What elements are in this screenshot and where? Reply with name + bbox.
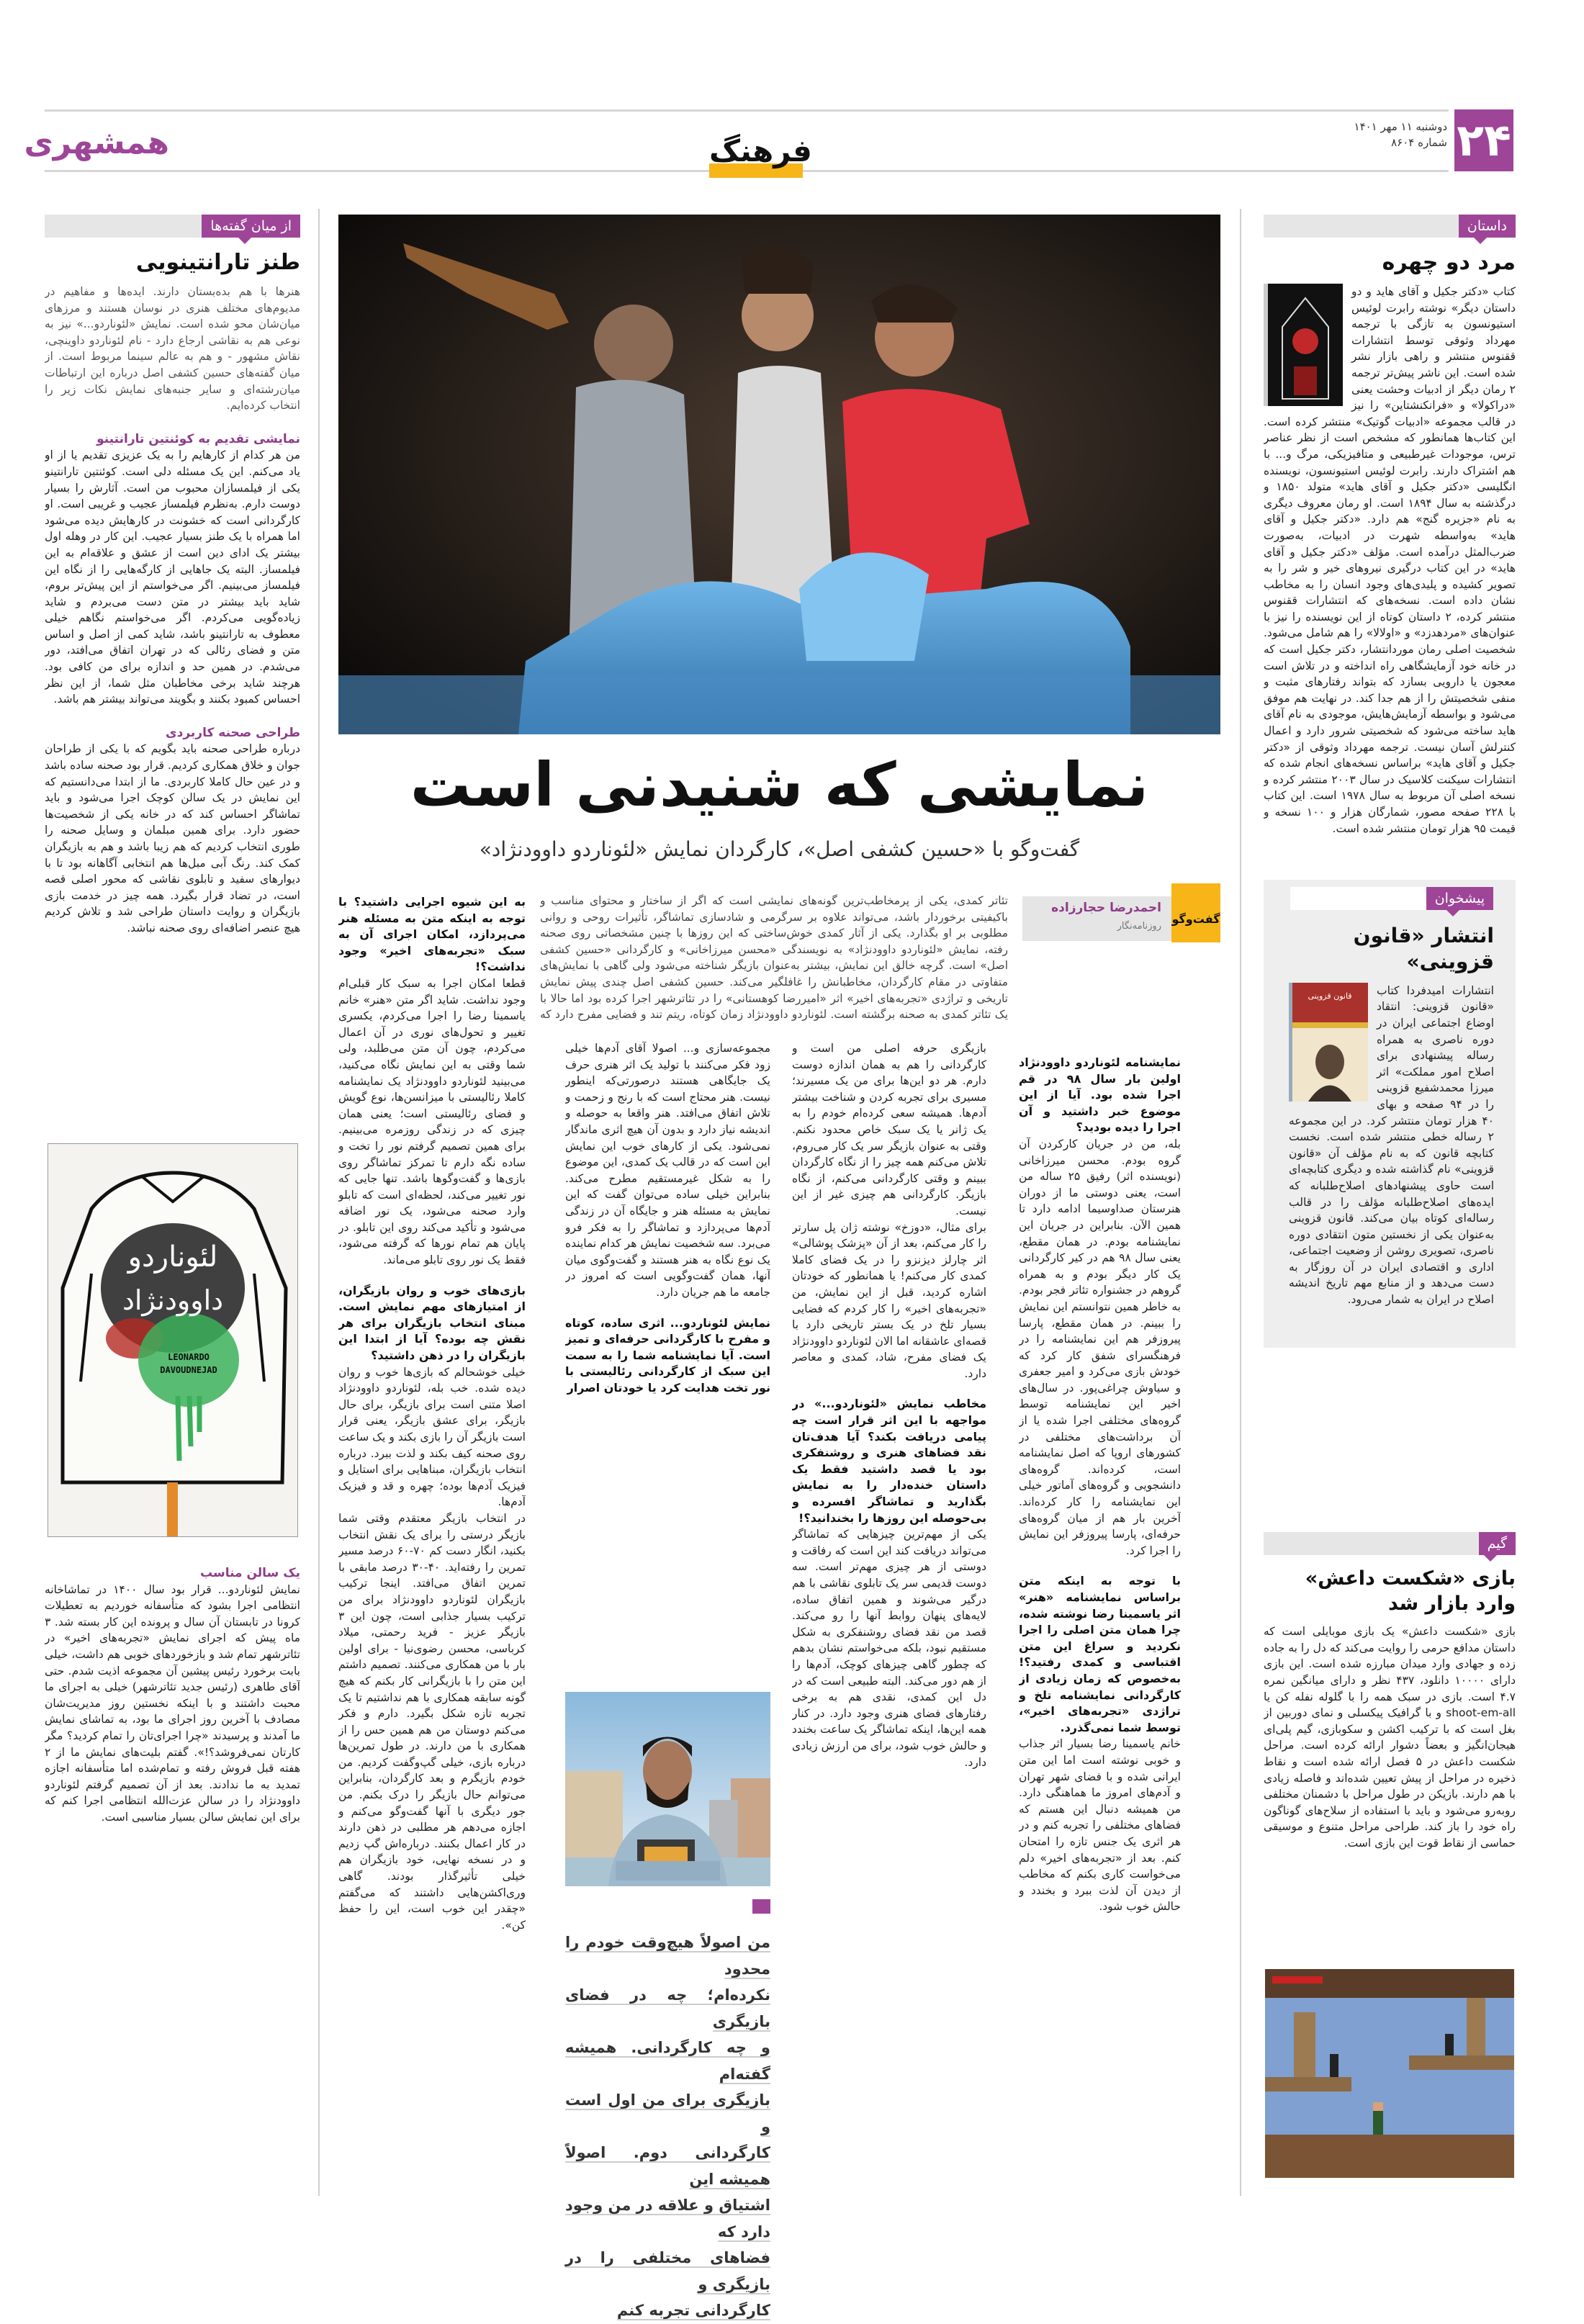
left-subheading: یک سالن مناسب: [200, 1566, 300, 1580]
interview-question: نمایش لئوناردو... اثری ساده، کوتاه و مفرح با کارگردانی حرفه‌ای و تمیز است. آیا نمایشنامه شما را به سمت این سبک از کارگردانی رئالیستی با نور تخت هدایت کرد یا خودتان اصرار: [565, 1315, 770, 1395]
author-role: روزنامه‌نگار: [1117, 921, 1161, 932]
article-column-4: [338, 880, 526, 2194]
newsstand-tag-band: [1290, 887, 1493, 910]
quote-line: [565, 2192, 770, 2245]
left-subheading: طراحی صحنه کاربردی: [166, 725, 300, 740]
svg-text:داوودنژاد: داوودنژاد: [122, 1284, 224, 1316]
quote-line-text: من اصولاً هیچ‌وقت خودم را محدود: [565, 1934, 770, 1978]
header-top-rule: [45, 109, 1449, 112]
left-sidebar-upper: [45, 248, 300, 1138]
column-divider-right: [1240, 209, 1241, 2196]
article-intro: [540, 893, 1008, 1022]
section-label: [709, 133, 812, 169]
interview-answer: مجموعه‌سازی و... اصولا آقای آدم‌ها خیلی زود فکر می‌کنند با تولید یک اثر هنری حرف یک جایگاهی هستند درصورتی‌که اینطور نیست. هنر محتاج است که با رنج و زحمت و تلاش اتفاق می‌افتد. هنر واقعا به حوصله و اندیشه نیاز دارد و بدون آن هیچ اثری ماندگار نمی‌شود. یکی از کارهای خوب این نمایش این است که در قالب یک کمدی، این موضوع را به شکل غیرمستقیم مطرح می‌کند. بنابراین خیلی ساده می‌توان گفت که این نمایش به مسئله هنر و جایگاه آن در زندگی آدم‌ها می‌پردازد و تماشاگر را به فکر فرو می‌برد. سه شخصیت نمایش هر کدام نماینده یک نوع نگاه به هنر هستند و گفت‌وگوی میان آنها، همان گفت‌وگویی است که امروز در جامعه ما هم جریان دارد.: [565, 1042, 770, 1299]
quote-line-text: اشتیاق و علاقه در من وجود دارد که: [565, 2197, 770, 2240]
newsstand-block: [1289, 923, 1494, 1341]
quote-line: [565, 2245, 770, 2297]
quote-marker: [752, 1899, 770, 1914]
interview-question: با توجه به اینکه متن براساس نمایشنامه «هنر» اثر یاسمینا رضا نوشته شده، چرا همان متن اصلی را اجرا نکردید و سراغ این متن اقتباسی و کمدی رفتید؟! به‌خصوص که زمان زیادی از کارگردانی نمایشنامه تلخ و تراژدی «تجربه‌های اخیر»، توسط شما نمی‌گذرد.: [1019, 1574, 1181, 1734]
story-paragraph: کتاب «دکتر جکیل و آقای هاید و دو داستان دیگر» نوشته رابرت لوئیس استیونسون به تازگی با ترجمه مهرداد وثوقی توسط انتشارات ققنوس منتشر و راهی بازار نشر شده است. این ناشر پیش‌تر ترجمه ۲ رمان دیگر از ادبیات وحشت یعنی «دراکولا» و «فرانکنشتاین» را نیز در قالب مجموعه «ادبیات گوتیک» منتشر کرده است. این کتاب‌ها همانطور که مشخص است از نظر عناصر ترس، موجودات غیرطبیعی و متافیزیکی، مرگ و... با هم اشتراک دارند. رابرت لوئیس استیونسون، نویسنده انگلیسی «دکتر جکیل و آقای هاید» متولد ۱۸۵۰ و درگذشته به سال ۱۸۹۴ است. او رمان معروف دیگری به نام «جزیره گنج» هم دارد. «دکتر جکیل و آقای هاید» به‌واسطه شهرت در ادبیات، به‌صورت ضرب‌المثل درآمده است. مؤلف «دکتر جکیل و آقای هاید» در این کتاب درگیری نیروهای خیر و شر را به تصویر کشیده و پلیدی‌های وجود انسان را به مخاطب نشان داده است. نسخه‌های که انتشارات ققنوس منتشر کرده، ۲ داستان کوتاه از این نویسنده را نیز با عنوان‌های «مردهدزد» و «اولالا» را هم شامل می‌شود. شخصیت اصلی رمان موردانتشار، دکتر جکیل است که در خانه خود آزمایشگاهی راه انداخته و در تلاش است معجون یا دارویی بسازد که بتواند رفتارهای مثبت و منفی شخصیتش را از هم جدا کند. در نهایت هم موفق می‌شود و بواسطه آزمایش‌هایش، موجودی به نام آقای هاید ساخته می‌شود که شخصیتی شرور دارد و اعمال کنترلش آسان نیست. ترجمه مهرداد وثوقی از «دکتر جکیل و آقای هاید» براساس نسخه‌های انجام شده که انتشارات سیکنت کلاسیک در سال ۲۰۰۳ منتشر کرده و نسخه اصلی آن مربوط به سال ۱۹۷۸ است. این کتاب با ۲۲۸ صفحه مصور، شمارگان هزار و ۱۰۰ نسخه و قیمت ۹۵ هزار تومان منتشر شده است.: [1264, 285, 1516, 835]
article-column-1: [1019, 1040, 1181, 2192]
quote-line-text: نکرده‌ام؛ چه در فضای بازیگری: [565, 1986, 770, 2030]
dateline: [1339, 119, 1447, 150]
interview-answer: بله، من در جریان کارکردن آن گروه بودم. محسن میرزاخانی (نویسنده اثر) رفیق ۲۵ ساله من است، یعنی دوستی ما از دوران هنرستان صداوسیما ادامه دارد تا همین الآن. بنابراین در جریان این نمایشنامه بودم. در همان مقطع، یعنی سال ۹۸ هم در کیر کارگردانی یک کار دیگر بودم و به همراه گروهم در جشنواره تئاتر فجر بودم. به خاطر همین نتوانستم این نمایش را ببینم. در همان مقطع، پارسا پیروزفر هم این نمایشنامه را در فرهنگسرای شفق کار کرد که خودش بازی می‌کرد و امیر جعفری و سیاوش چراغی‌پور. در سال‌های اخیر این نمایشنامه توسط گروه‌های مختلفی اجرا شده یا از آن برداشت‌های مختلفی در کشورهای اروپا که اصل نمایشنامه است، کرده‌اند. گروه‌های دانشجویی و گروه‌های آماتور خیلی این نمایشنامه را کار کرده‌اند. آخرین بار هم از میان گروه‌های حرفه‌ای، پارسا پیروزفر این نمایش را اجرا کرد.: [1019, 1137, 1181, 1557]
game-tag: گیم: [1479, 1532, 1516, 1555]
pull-quote: [565, 1929, 770, 2324]
newsstand-text: [1289, 983, 1494, 1308]
newsstand-tag: پیشخوان: [1426, 887, 1493, 910]
left-sidebar-text-2: [45, 1548, 300, 2196]
left-tag-band: [45, 215, 300, 238]
interview-answer: در انتخاب بازیگر معتقدم وقتی شما بازیگر درستی را برای یک نقش انتخاب بکنید، انگار دست کم ۷۰-۶۰ درصد مسیر تمرین را رفته‌اید. ۴۰-۳۰ درصد مابقی با تمرین اتفاق می‌افتد. اینجا ترکیب بازیگران لئوناردو داوودنژاد برای من ترکیب بسیار جذابی است، چون این ۳ بازیگر عزیز - فرید رحمتی، میلاد کرباسی، محسن رضوی‌نیا - برای اولین بار با من همکاری می‌کنند. تصمیم داشتم این متن را با بازیگرانی کار بکنم که هیچ گونه سابقه همکاری با هم نداشتیم تا یک تجربه تازه شکل بگیرد. دارم و فکر می‌کنم دوستان من هم همین حس را از همکاری با من دارند. در طول تمرین‌ها درباره بازی، خیلی گپ‌وگفت کردیم. من خودم بازیگرم و بعد کارگردان، بنابراین می‌توانم حال بازیگر را درک بکنم. من جور دیگری با آنها گفت‌وگو می‌کنم و اجازه می‌دهم هر مطلبی در ذهن دارند در کار اعمال بکنند. درباره‌اش گپ زدیم و در نسخه نهایی، خود بازیگران هم خیلی تأثیرگذار بودند. گاهی وری‌اکشن‌هایی داشتند که می‌گفتم «چقدر این خوب است، این را حفظ کن».: [338, 1511, 526, 1932]
article-column-3: [565, 1040, 770, 1677]
newsstand-title: انتشار «قانون قزوینی»: [1353, 924, 1494, 974]
section-title: فرهنگ: [709, 133, 812, 168]
story-title: مرد دو چهره: [1382, 250, 1516, 275]
interview-answer: بازیگری حرفه اصلی من است و کارگردانی را هم به همان اندازه دوست دارم. هر دو این‌ها برای من یک مسیرند؛ مسیری برای تجربه کردن و شناخت بیشتر آدم‌ها. همیشه سعی کرده‌ام خودم را به یک ژانر یا یک سبک خاص محدود نکنم. وقتی به عنوان بازیگر سر یک کار می‌روم، تلاش می‌کنم همه چیز را از نگاه کارگردان ببینم و وقتی کارگردانی می‌کنم، از نگاه بازیگر. کارگردانی هم چیزی غیر از این نیست.: [792, 1042, 986, 1217]
play-poster: [48, 1143, 298, 1537]
quote-line: [565, 1929, 770, 1982]
game-screenshot: [1265, 1969, 1514, 2178]
book-cover-qanun-qazvini: [1289, 983, 1368, 1102]
quote-line: [565, 2035, 770, 2087]
story-block: [1264, 248, 1516, 868]
interview-question: به این شیوه اجرایی داشتید؟ با توجه به اینکه متن به مسئله هنر می‌پردازد، امکان اجرای آن به سبک «تجربه‌های اخیر» وجود نداشت؟!: [338, 895, 526, 974]
story-tag: داستان: [1459, 215, 1516, 238]
page-number: ۲۴: [1454, 109, 1513, 171]
quote-line-text: کارگردانی دوم. اصولاً همیشه این: [565, 2144, 770, 2188]
subheadline: گفت‌وگو با «حسین کشفی اصل»، کارگردان نمایش «لئوناردو داوودنژاد»: [479, 837, 1080, 861]
intro-text: تئاتر کمدی، یکی از پرمخاطب‌ترین گونه‌های نمایشی است که اگر از ساختار و محتوای مناسب و باکیفیتی برخوردار باشد، می‌تواند علاوه بر سرگرمی و شادسازی تماشاگر، تأثیرات روحی و روانی مطلوبی بر او بگذارد. یکی از آثار کمدی خوش‌ساختی که این روزها با چنین مشخصاتی روی صحنه رفته، نمایش «لئوناردو داوودنژاد» به نویسندگی «محسن میرزاخانی» و کارگردانی «حسین کشفی اصل» است. گرچه خالق این نمایش، بیشتر به‌عنوان بازیگر شناخته می‌شود ولی گاهی با نمایش‌های متفاوتی در مقام کارگردان، مخاطبانش را غافلگیر می‌کند. حسین کشفی اصل چندی پیش نمایش تاریخی و تراژدی «تجربه‌های اخیر» اثر «امیررضا کوهستانی» را در تئاترشهر اجرا کرده بود اما حالا با یک تئاتر کمدی به صحنه برگشته است. لئوناردو داوودنژاد زمان کوتاه، ریتم تند و فضایی مفرح دارد که: [540, 894, 1008, 1022]
column-divider-left: [318, 209, 320, 2196]
svg-text:لئوناردو: لئوناردو: [127, 1240, 218, 1274]
left-subheading: نمایشی تقدیم به کوئنتین تارانتینو: [96, 431, 300, 446]
issue-number: شماره ۸۶۰۴: [1391, 136, 1447, 149]
quote-line-text: و چه کارگردانی. همیشه گفته‌ام: [565, 2039, 770, 2083]
date: دوشنبه ۱۱ مهر ۱۴۰۱: [1354, 120, 1447, 133]
game-text: [1264, 1623, 1516, 1851]
left-section-text: من هر کدام از کارهایم را به یک عزیزی تقدیم یا از او یاد می‌کنم. این یک مسئله دلی است. کوئنتین تارانتینو یکی از فیلمسازان محبوب من است. آثارش را بسیار دوست دارم. به‌نظرم فیلمساز عجیب و غریبی است. او کارگردانی است که خشونت در کارهایش دیده می‌شود اما همراه با یک طنز بسیار عجیب. این کار در وهله اول بیشتر یک ادای دین است از عشق و علاقه‌ام به این فیلمساز. البته یک جاهایی از کارگه‌هایی را از نگاه این فیلمساز می‌بینیم. اگر می‌خواستم از این پیش‌تر بروم، شاید باید بیشتر در متن دست می‌بردم و شاید زیاده‌گویی می‌کردم. اگر می‌خواستم نگاهم خیلی معطوف به تارانتینو باشد، شاید کمی از اصل و اساس متن و فضای رئالی که در تهران اتفاق می‌افتد، دور می‌شدم. در همین حد و اندازه برای من کافی بود. هرچند شاید برخی مخاطبان مثل شما، از این نظر احساس کمبود بکنند و بگویند می‌تواند بیشتر هم باشد.: [45, 449, 300, 706]
interview-question: بازی‌های خوب و روان بازیگران، از امتیازهای مهم نمایش است. مبنای انتخاب بازیگران برای هر نقش چه بوده؟ آیا از ابتدا این بازیگران را در ذهن داشتید؟: [338, 1283, 526, 1363]
left-sidebar-title: طنز تارانتینویی: [135, 250, 300, 275]
story-tag-band: [1264, 215, 1516, 238]
svg-text:قانون قزوینی: قانون قزوینی: [1308, 991, 1352, 1001]
byline-label: گفت‌وگو: [1171, 883, 1220, 942]
left-section-tag: از میان گفته‌ها: [202, 215, 300, 238]
newspaper-logo[interactable]: همشهری: [24, 125, 169, 161]
newsstand-paragraph: انتشارات امیدفردا کتاب «قانون قزوینی: انتقاد اوضاع اجتماعی ایران در دوره ناصری به همراه رساله پیشنهادی برای اصلاح امور مملکت» اثر میرزا محمدشفیع قزوینی را در ۹۴ صفحه و بهای ۴۰ هزار تومان منتشر کرد. در این مجموعه ۲ رساله خطی منتشر شده است. نخست کتابچه قانون که به نام مؤلف آن «قانون قزوینی» نام گذاشته شده و دیگری کتابچه‌ای است حاوی پیشنهادهای اصلاح‌طلبانه که ایده‌های اصلاح‌طلبانه مؤلف را در قالب رساله‌ای کوتاه بیان می‌کند. قانون قزوینی به‌عنوان یکی از نخستین متون انتقادی دوره ناصری، تصویری روشن از وضعیت اجتماعی، اداری و اقتصادی ایران در آن روزگار به دست می‌دهد و از منابع مهم تاریخ اندیشه اصلاح در ایران به شمار می‌رود.: [1289, 983, 1494, 1307]
article-column-2: [792, 1040, 986, 2192]
story-text: [1264, 284, 1516, 837]
quote-line: [565, 1982, 770, 2035]
interview-answer: خیلی خوشحالم که بازی‌ها خوب و روان دیده شده. خب بله، لئوناردو داوودنژاد اصلا متنی است برای بازیگر، برای حال بازیگر، برای عشق بازیگر، یعنی قرار است بازیگر آن را بازی بکند و یک ساعت روی صحنه کیف بکند و لذت ببرد. درباره انتخاب بازیگران، مبناهایی برای استایل و فیزیک آدم‌ها بوده؛ چهره و قد و فیزیک آدم‌ها.: [338, 1365, 526, 1509]
interview-question: مخاطب نمایش «لئوناردو...» در مواجهه با این اثر قرار است چه پیامی دریافت بکند؟ آیا هدف‌تان نقد فضاهای هنری و روشنفکری بود یا قصد داشتید فقط یک داستان خنده‌دار را به نمایش بگذارید و تماشاگر افسرده و بی‌حوصله این روزها را بخندانید؟!: [792, 1397, 986, 1525]
interview-answer: یکی از مهم‌ترین چیزهایی که تماشاگر می‌تواند دریافت کند این است که رفاقت و دوستی از هر چیزی مهم‌تر است. سه دوست قدیمی سر یک تابلوی نقاشی با هم درگیر می‌شوند و همین اتفاق ساده، لایه‌های پنهان روابط آنها را رو می‌کند. قصد من نقد فضای روشنفکری به شکل مستقیم نبود، بلکه می‌خواستم نشان بدهم که چطور گاهی چیزهای کوچک، آدم‌ها را از هم دور می‌کند. البته طبیعی است که در دل این کمدی، نقدی هم به برخی رفتارهای فضای هنری وجود دارد. در کنار همه این‌ها، اینکه تماشاگر یک ساعت بخندد و حالش خوب شود، برای من ارزش زیادی دارد.: [792, 1528, 986, 1769]
quote-line: [565, 2297, 770, 2324]
game-block: [1264, 1566, 1516, 1962]
author-name[interactable]: احمدرضا حجارزاده: [1051, 901, 1161, 915]
left-section-text: درباره طراحی صحنه باید بگویم که با یکی از طراحان جوان و خلاق همکاری کردیم. قرار بود صحنه ساده باشد و در عین حال کاملا کاربردی. ما از ابتدا می‌دانستیم که این نمایش در یک سالن کوچک اجرا می‌شود و باید تماشاگر احساس کند که در خانه یکی از شخصیت‌ها حضور دارد. برای همین مبلمان و وسایل صحنه را طوری انتخاب کردیم که هم زیبا باشد و هم به بازیگران کمک کند. رنگ آبی مبل‌ها هم انتخابی آگاهانه بود تا با دیوارهای سفید و تابلوی نقاشی که محور اصلی قصه است، در تضاد قرار بگیرد. همه چیز در خدمت بازی بازیگران و روایت داستان طراحی شد و تلاش کردیم هیچ عنصر اضافه‌ای روی صحنه نباشد.: [45, 742, 300, 934]
byline-box: [1022, 896, 1220, 941]
left-section-text: نمایش لئوناردو... قرار بود سال ۱۴۰۰ در تماشاخانه انتظامی اجرا بشود که متأسفانه خوردیم به تعطیلات کرونا در تابستان آن سال و پرونده این کار بسته شد. ۳ ماه پیش که اجرای نمایش «تجربه‌های اخیر» در تئاترشهر تمام شد و بازخوردهای خوبی هم داشت، خیلی بابت برخورد رئیس پیشین آن مجموعه اذیت شدم. حتی آقای طاهری (رئیس جدید تئاترشهر) خیلی به اجرای ما محبت داشتند و با اینکه نخستین روز مدیریت‌شان مصادف با آخرین روز اجرای ما بود، به تماشای نمایش ما آمدند و پرسیدند «چرا اجرای‌تان را تمام کردید؟ مگر کارتان نمی‌فروشد؟!». گفتم بلیت‌های نمایش ما از ۲ هفته قبل فروش رفته و تمام‌شده اما متأسفانه اجازه تمدید به ما ندادند. بعد از آن تصمیم گرفتم لئوناردو داوودنژاد را در سالن عزت‌الله انتظامی اجرا کنم که برای این نمایش سالن بسیار مناسبی است.: [45, 1582, 300, 1824]
interview-answer: قطعا امکان اجرا به سبک کار قبلی‌ام وجود نداشت. شاید اگر متن «هنر» خانم یاسمینا رضا را اجرا می‌کردم، یکسری تغییر و تحول‌های نوری در آن اعمال می‌کردم، چون آن متن می‌طلبد، ولی شما وقتی به این نمایش نگاه می‌کنید، می‌بینید لئوناردو داوودنژاد یک نمایشنامه کاملا رئالیستی با میزانسن‌ها، نوع گویش و فضای رئالیستی است؛ یعنی همان چیزی که در زندگی روزمره می‌بینیم. برای همین تصمیم گرفتم نور را تخت و ساده نگه دارم تا تمرکز تماشاگر روی بازی‌ها و گفت‌وگوها باشد. تنها جایی که نور تغییر می‌کند، لحظه‌ای است که تابلو وارد صحنه می‌شود، یک نور اضافه می‌شود و تأکید می‌کند روی این تابلو. در پایان هم تمام نورها که گرفته می‌شود، فقط یک نور روی تابلو می‌ماند.: [338, 976, 526, 1267]
quote-line: [565, 2140, 770, 2192]
svg-text:DAVOUDNEJAD: DAVOUDNEJAD: [160, 1365, 217, 1375]
quote-line-text: فضاهای مختلفی را در بازیگری و: [565, 2249, 770, 2293]
interview-question: نمایشنامه لئوناردو داوودنژاد اولین بار سال ۹۸ در قم اجرا شده بود. آیا از این موضوع خبر داشتید و آن اجرا را دیده بودید؟: [1019, 1055, 1181, 1135]
stage-photo: [338, 215, 1220, 734]
quote-line: [565, 2087, 770, 2140]
headline: نمایشی که شنیدنی است: [410, 749, 1149, 820]
director-portrait-photo: [565, 1692, 770, 1886]
interview-answer: برای مثال، «دوزخ» نوشته ژان پل سارتر را کار می‌کنم، بعد از آن «پزشک پوشالی» اثر چارلز دیزنزو را در یک فضای کاملا کمدی کار می‌کنم! یا همانطور که خودتان اشاره کردید، قبل از این نمایش، من «تجربه‌های اخیر» را کار کردم که فضایی بسیار تلخ در یک بستر تاریخی دارد با قصه‌ای عاشقانه اما الان لئوناردو داوودنژاد یک فضای مفرح، شاد، کمدی و معاصر دارد.: [792, 1220, 986, 1380]
svg-text:LEONARDO: LEONARDO: [168, 1352, 210, 1362]
quote-line-text: کارگردانی تجربه کنم: [616, 2302, 770, 2319]
left-intro: هنرها با هم بده‌بستان دارند. ایده‌ها و مفاهیم در مدیوم‌های مختلف هنری در نوسان هستند و مرزهای میان‌شان محو شده است. نمایش «لئوناردو...» نیز به نوعی هم به نقاشی ارجاع دارد - نام لئوناردو داوینچی، نقاش مشهور - و هم به عالم سینما مربوط است. از میان گفته‌های حسین کشفی اصل درباره این ارتباطات میان‌رشته‌ای و سایر جنبه‌های نمایش نکات زیر را انتخاب کرده‌ایم.: [45, 285, 300, 413]
interview-answer: خانم یاسمینا رضا بسیار اثر جذاب و خوبی نوشته است اما این متن ایرانی شده و با فضای شهر تهران و آدم‌های امروز ما هماهنگی دارد. من همیشه دنبال این هستم که فضاهای مختلفی را تجربه کنم و در هر اثری یک جنس تازه را امتحان کنم. بعد از «تجربه‌های اخیر» دلم می‌خواست کاری بکنم که مخاطب از دیدن آن لذت ببرد و بخندد و حالش خوب شود.: [1019, 1737, 1181, 1914]
left-sidebar-text: [45, 284, 300, 937]
game-paragraph: بازی «شکست داعش» یک بازی موبایلی است که داستان مدافع حرمی را روایت می‌کند که دل را به جاده زده و جهادی وارد میدان مبارزه شده است. این بازی دارای ۱۰۰۰۰ دانلود، ۴۳۷ نظر و دارای میانگین نمره ۴.۷ است. بازی در سبک همه را با گلوله نفله کن یا shoot-em-all و با گرافیک پیکسلی و نمای دوربین از بغل است که با ترکیب اکشن و سکوبازی، گیم پلی‌ای هیجان‌انگیز و بعضاً دشوار ارائه کرده است. مراحل شکست داعش در ۵ فصل ارائه شده است و نقاط ذخیره در مراحل از پیش تعیین شده‌اند و فاصله زیادی با هم دارند. بازیکن در طول مراحل با دشمنان مختلفی روبه‌رو می‌شود و باید با استفاده از سلاح‌های گوناگون راه خود را باز کند. طراحی مراحل متنوع و موسیقی حماسی از نقاط قوت این بازی است.: [1264, 1625, 1516, 1850]
book-cover-jekyll-hyde: [1264, 284, 1343, 406]
game-tag-band: [1264, 1532, 1516, 1555]
game-title: بازی «شکست داعش» وارد بازار شد: [1305, 1567, 1516, 1616]
quote-line-text: بازیگری برای من اول است و: [565, 2091, 770, 2135]
